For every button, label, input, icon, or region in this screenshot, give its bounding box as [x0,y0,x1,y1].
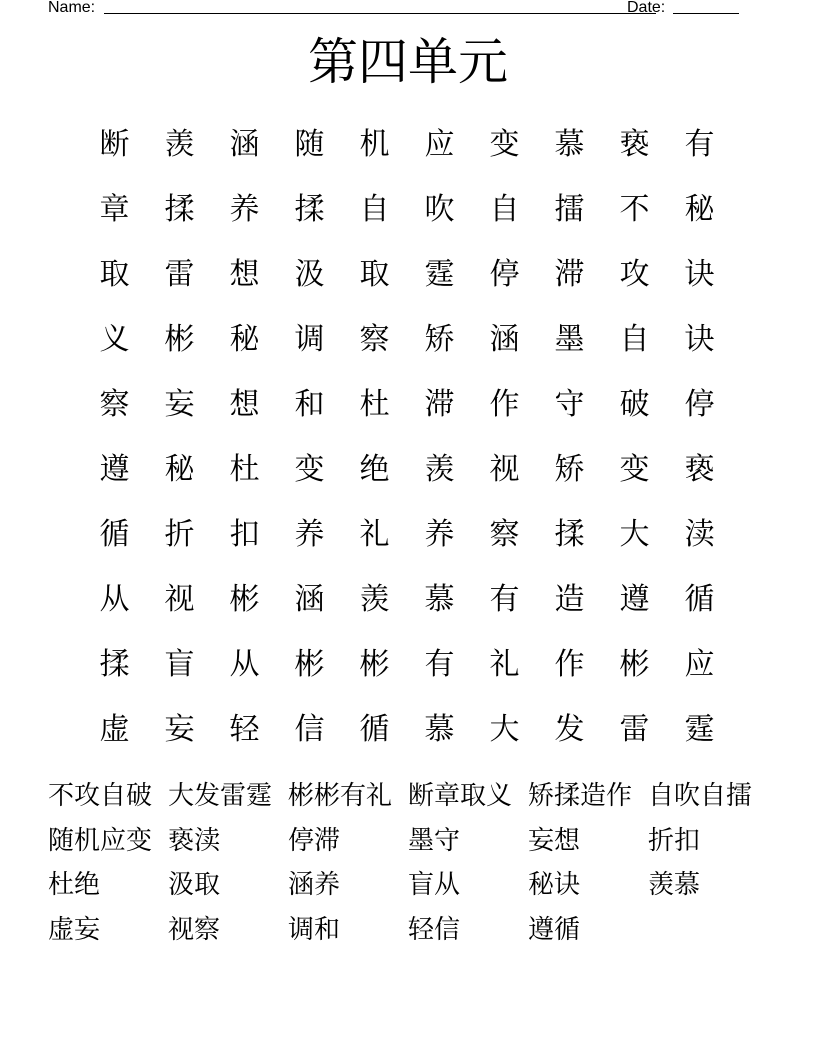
grid-cell: 吹 [424,192,455,227]
grid-cell: 应 [424,127,455,162]
grid-cell: 羡 [164,127,195,162]
grid-cell: 养 [424,517,455,552]
grid-cell: 察 [99,387,130,422]
grid-cell: 羡 [424,452,455,487]
word-bank-item: 矫揉造作 [528,781,633,811]
grid-cell: 不 [619,192,650,227]
grid-cell: 涵 [229,127,260,162]
grid-cell: 变 [489,127,520,162]
grid-cell: 揉 [164,192,195,227]
grid-cell: 自 [359,192,390,227]
grid-cell: 轻 [229,712,260,747]
grid-cell: 变 [619,452,650,487]
grid-cell: 大 [619,517,650,552]
grid-cell: 亵 [684,452,715,487]
grid-cell: 虚 [99,712,130,747]
word-bank-item: 折扣 [648,825,701,856]
grid-cell: 取 [359,257,390,292]
grid-cell: 遵 [619,582,650,617]
grid-cell: 矫 [424,322,455,357]
grid-cell: 机 [359,127,390,162]
word-bank-item: 羡慕 [648,870,701,900]
grid-cell: 绝 [359,452,390,487]
grid-cell: 遵 [99,452,130,487]
grid-cell: 有 [684,127,715,162]
grid-cell: 守 [554,387,585,422]
grid-cell: 从 [99,582,130,617]
word-bank-item: 墨守 [408,825,461,856]
grid-cell: 破 [619,387,650,422]
grid-cell: 礼 [359,517,390,552]
grid-cell: 彬 [294,647,325,682]
grid-cell: 擂 [554,192,585,227]
grid-cell: 视 [489,452,520,487]
grid-cell: 彬 [359,647,390,682]
grid-cell: 滞 [424,387,455,422]
grid-cell: 妄 [164,387,195,422]
page-title: 第四单元 [308,33,508,91]
grid-cell: 慕 [424,582,455,617]
word-bank-item: 盲从 [408,870,461,900]
grid-cell: 发 [554,712,585,747]
word-bank-item: 涵养 [288,870,341,900]
grid-cell: 停 [684,387,715,422]
word-bank-item: 秘诀 [528,870,581,900]
word-bank [48,774,768,952]
grid-cell: 养 [229,192,260,227]
grid-cell: 循 [684,582,715,617]
grid-cell: 雷 [619,712,650,747]
grid-cell: 停 [489,257,520,292]
grid-cell: 随 [294,127,325,162]
grid-cell: 墨 [554,322,585,357]
grid-cell: 涵 [489,322,520,357]
grid-cell: 自 [489,192,520,227]
grid-cell: 信 [294,712,325,747]
grid-cell: 彬 [229,582,260,617]
grid-cell: 渎 [684,517,715,552]
word-bank-item: 视察 [168,914,221,945]
grid-cell: 礼 [489,647,520,682]
word-bank-item: 彬彬有礼 [288,781,393,811]
grid-cell: 视 [164,582,195,617]
grid-cell: 妄 [164,712,195,747]
grid-cell: 盲 [164,647,195,682]
grid-cell: 攻 [619,257,650,292]
grid-cell: 秘 [684,192,715,227]
grid-cell: 秘 [164,452,195,487]
word-bank-item: 亵渎 [168,825,221,856]
name-label: Name: [48,0,96,16]
grid-cell: 亵 [619,127,650,162]
grid-cell: 秘 [229,322,260,357]
grid-cell: 揉 [554,517,585,552]
grid-cell: 有 [424,647,455,682]
grid-cell: 作 [554,647,585,682]
grid-cell: 变 [294,452,325,487]
grid-cell: 应 [684,647,715,682]
grid-cell: 羡 [359,582,390,617]
grid-cell: 想 [229,387,260,422]
grid-cell: 诀 [684,322,715,357]
grid-cell: 造 [554,582,585,617]
grid-cell: 取 [99,257,130,292]
grid-cell: 大 [489,712,520,747]
word-search-grid [82,112,732,762]
grid-cell: 诀 [684,257,715,292]
word-bank-item: 汲取 [168,870,221,900]
word-bank-item: 调和 [288,914,341,945]
word-bank-item: 断章取义 [408,781,513,811]
date-label: Date: [627,0,666,16]
grid-cell: 杜 [229,452,260,487]
grid-cell: 滞 [554,257,585,292]
grid-cell: 养 [294,517,325,552]
word-bank-item: 杜绝 [48,870,101,900]
grid-cell: 调 [294,322,325,357]
grid-cell: 有 [489,582,520,617]
grid-cell: 循 [99,517,130,552]
word-bank-item: 遵循 [528,914,581,945]
grid-cell: 慕 [424,712,455,747]
grid-cell: 揉 [99,647,130,682]
grid-cell: 折 [164,517,195,552]
grid-cell: 从 [229,647,260,682]
grid-cell: 义 [99,322,130,357]
grid-cell: 涵 [294,582,325,617]
word-bank-item: 虚妄 [48,914,101,945]
grid-cell: 察 [489,517,520,552]
word-bank-item: 大发雷霆 [168,781,273,811]
word-bank-item: 自吹自擂 [648,781,753,811]
grid-cell: 和 [294,387,325,422]
grid-cell: 作 [489,387,520,422]
word-bank-item: 轻信 [408,914,461,945]
grid-cell: 雷 [164,257,195,292]
grid-cell: 霆 [424,257,455,292]
grid-cell: 彬 [619,647,650,682]
grid-cell: 矫 [554,452,585,487]
grid-cell: 断 [99,127,130,162]
grid-cell: 察 [359,322,390,357]
grid-cell: 循 [359,712,390,747]
grid-cell: 杜 [359,387,390,422]
grid-cell: 扣 [229,517,260,552]
word-bank-item: 妄想 [528,825,581,856]
grid-cell: 霆 [684,712,715,747]
grid-cell: 章 [99,192,130,227]
grid-cell: 彬 [164,322,195,357]
name-blank-line [104,13,656,14]
date-blank-line [673,13,739,14]
grid-cell: 慕 [554,127,585,162]
word-bank-item: 停滞 [288,825,341,856]
grid-cell: 想 [229,257,260,292]
grid-cell: 自 [619,322,650,357]
grid-cell: 汲 [294,257,325,292]
grid-cell: 揉 [294,192,325,227]
word-bank-item: 不攻自破 [48,781,153,811]
word-bank-item: 随机应变 [48,825,153,856]
